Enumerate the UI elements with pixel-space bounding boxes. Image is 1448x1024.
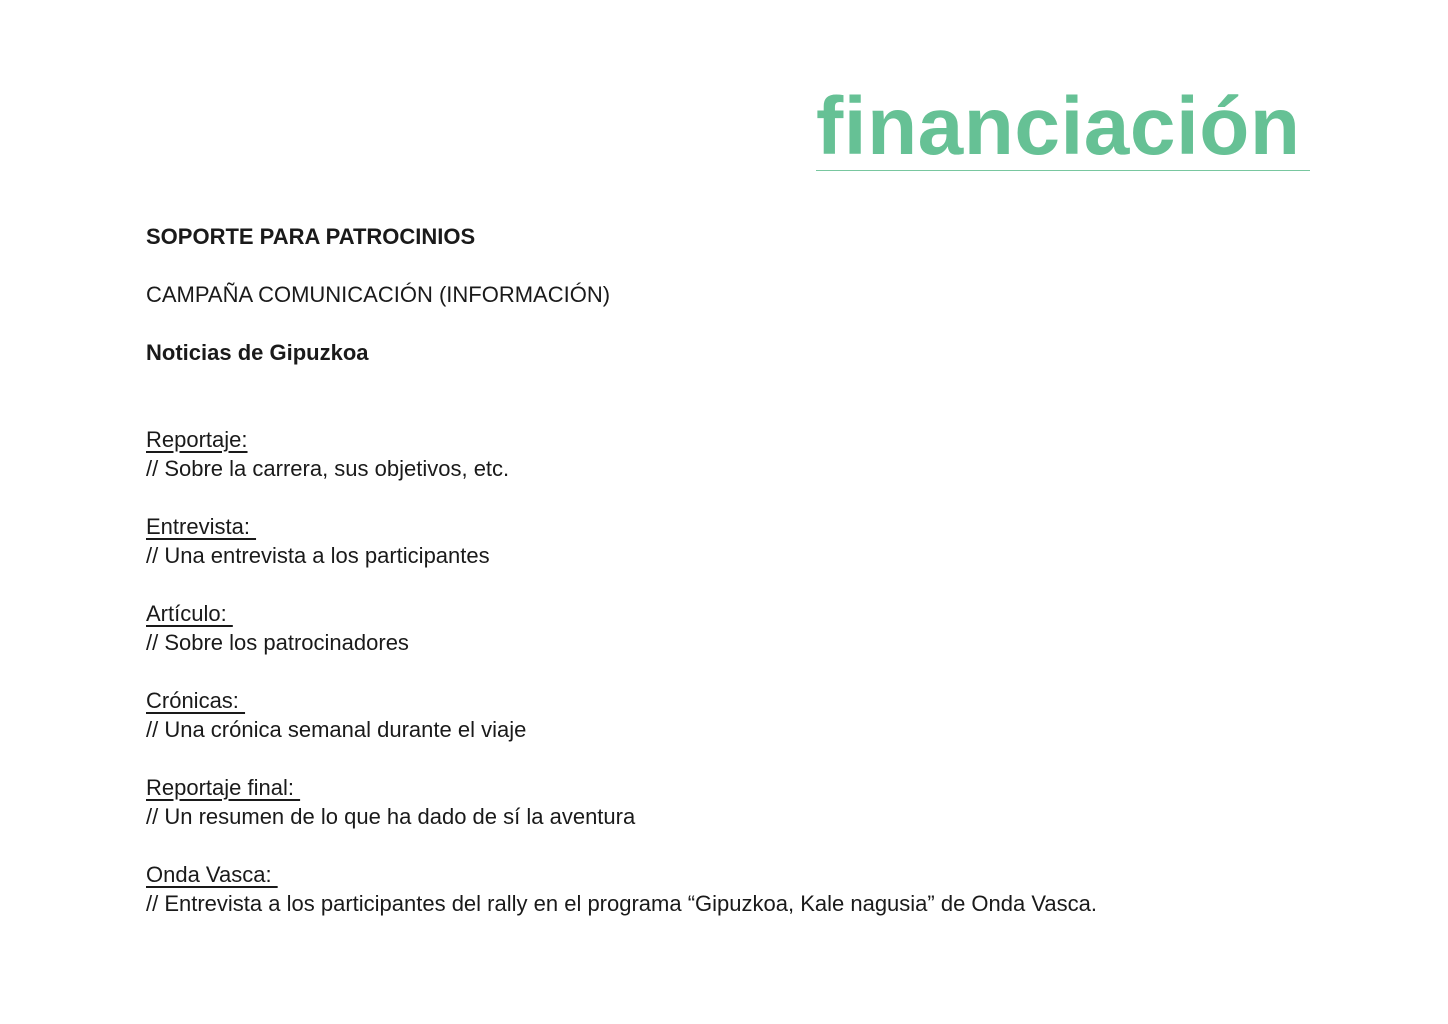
list-item <box>146 512 490 570</box>
list-item <box>146 773 635 831</box>
item-label: Artículo: <box>146 601 233 626</box>
campaign-block <box>146 280 610 309</box>
list-item <box>146 686 526 744</box>
section-heading: SOPORTE PARA PATROCINIOS <box>146 224 476 249</box>
list-item <box>146 425 509 483</box>
item-text: // Una entrevista a los participantes <box>146 543 490 568</box>
item-label: Onda Vasca: <box>146 862 278 887</box>
item-text: // Sobre la carrera, sus objetivos, etc. <box>146 456 510 481</box>
item-label: Entrevista: <box>146 514 257 539</box>
media-name: Noticias de Gipuzkoa <box>146 340 369 365</box>
list-item <box>146 599 409 657</box>
list-item <box>146 860 1097 918</box>
item-text: // Sobre los patrocinadores <box>146 630 409 655</box>
item-label: Crónicas: <box>146 688 246 713</box>
page-title-container <box>816 81 1310 172</box>
item-label: Reportaje: <box>146 427 248 452</box>
item-label: Reportaje final: <box>146 775 301 800</box>
item-text: // Entrevista a los participantes del rally en el programa “Gipuzkoa, Kale nagusia” de Onda Vasca. <box>146 891 1097 916</box>
campaign-title: CAMPAÑA COMUNICACIÓN (INFORMACIÓN) <box>146 282 611 307</box>
media-block <box>146 338 369 367</box>
item-text: // Un resumen de lo que ha dado de sí la aventura <box>146 804 636 829</box>
section-heading-block <box>146 222 475 251</box>
item-text: // Una crónica semanal durante el viaje <box>146 717 527 742</box>
page-title: financiación <box>816 81 1301 172</box>
